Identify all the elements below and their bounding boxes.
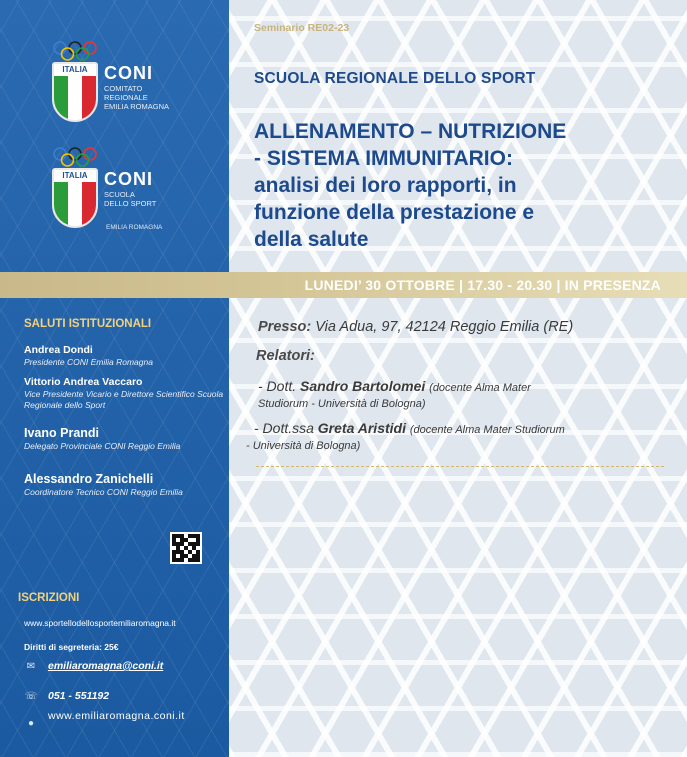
person-ivano-prandi xyxy=(24,426,224,452)
olympic-rings-icon xyxy=(52,40,100,62)
italia-shield xyxy=(52,62,98,122)
globe-icon: ● xyxy=(27,718,35,729)
speaker-name: Greta Aristidi xyxy=(317,420,406,436)
location-address: Via Adua, 97, 42124 Reggio Emilia (RE) xyxy=(315,319,574,335)
email-row xyxy=(24,660,163,672)
olympic-rings-icon xyxy=(52,146,100,168)
person-andrea-dondi xyxy=(24,344,224,368)
person-role: Delegato Provinciale CONI Reggio Emilia xyxy=(24,441,181,451)
person-alessandro-zanichelli xyxy=(24,472,224,498)
school-title: SCUOLA REGIONALE DELLO SPORT xyxy=(254,70,536,87)
coni-brand: CONI xyxy=(104,63,153,83)
italia-shield xyxy=(52,168,98,228)
logo-subtitle: SCUOLA DELLO SPORT xyxy=(104,190,157,208)
speaker-sandro-bartolomei: - Dott. Sandro Bartolomei (docente Alma Mater Studiorum - Università di Bologna) xyxy=(258,378,531,410)
person-name: Alessandro Zanichelli xyxy=(24,472,154,486)
envelope-icon: ✉ xyxy=(26,660,36,672)
person-role: Presidente CONI Emilia Romagna xyxy=(24,357,153,367)
speaker-greta-aristidi: - Dott.ssa Greta Aristidi (docente Alma Mater Studiorum - Università di Bologna) xyxy=(246,420,565,452)
phone-number: 051 - 551192 xyxy=(48,690,110,702)
coni-scuola-logo xyxy=(52,146,163,231)
shield-label: ITALIA xyxy=(54,170,96,182)
fee-text: Diritti di segreteria: 25€ xyxy=(24,642,119,652)
person-name: Ivano Prandi xyxy=(24,426,100,440)
person-role: Vice Presidente Vicario e Direttore Scientifico Scuola Regionale dello Sport xyxy=(24,389,224,410)
date-banner-text: LUNEDI’ 30 OTTOBRE | 17.30 - 20.30 | IN PRESENZA xyxy=(304,277,661,293)
person-name: Andrea Dondi xyxy=(24,344,93,356)
seminar-code: Seminario RE02-23 xyxy=(254,22,350,34)
phone-icon: ☏ xyxy=(24,690,38,702)
email-link[interactable]: emiliaromagna@coni.it xyxy=(48,660,164,672)
logo-subtitle: COMITATO REGIONALE EMILIA ROMAGNA xyxy=(104,84,170,111)
person-vittorio-vaccaro xyxy=(24,376,224,411)
registration-site-link[interactable]: www.sportellodellosportemiliaromagna.it xyxy=(24,618,176,628)
location xyxy=(258,319,573,335)
person-name: Vittorio Andrea Vaccaro xyxy=(24,376,143,388)
saluti-title: SALUTI ISTITUZIONALI xyxy=(24,318,152,330)
left-panel xyxy=(0,0,229,757)
coni-comitato-logo xyxy=(52,40,169,122)
speakers-label: Relatori: xyxy=(256,348,315,364)
globe-row xyxy=(24,696,48,729)
event-title: ALLENAMENTO – NUTRIZIONE - SISTEMA IMMUNITARIO: analisi dei loro rapporti, in funzione della prestazione e della salute xyxy=(254,120,567,251)
person-role: Coordinatore Tecnico CONI Reggio Emilia xyxy=(24,487,183,497)
shield-label: ITALIA xyxy=(54,64,96,76)
qr-code[interactable] xyxy=(170,532,202,564)
website-link[interactable]: www.emiliaromagna.coni.it xyxy=(48,710,185,722)
location-label: Presso: xyxy=(258,319,312,335)
date-banner xyxy=(0,272,687,298)
dashed-divider xyxy=(256,466,664,467)
iscrizioni-title: ISCRIZIONI xyxy=(18,592,80,604)
coni-brand: CONI xyxy=(104,169,153,189)
logo-region: EMILIA ROMAGNA xyxy=(106,224,163,231)
speaker-name: Sandro Bartolomei xyxy=(300,378,426,394)
